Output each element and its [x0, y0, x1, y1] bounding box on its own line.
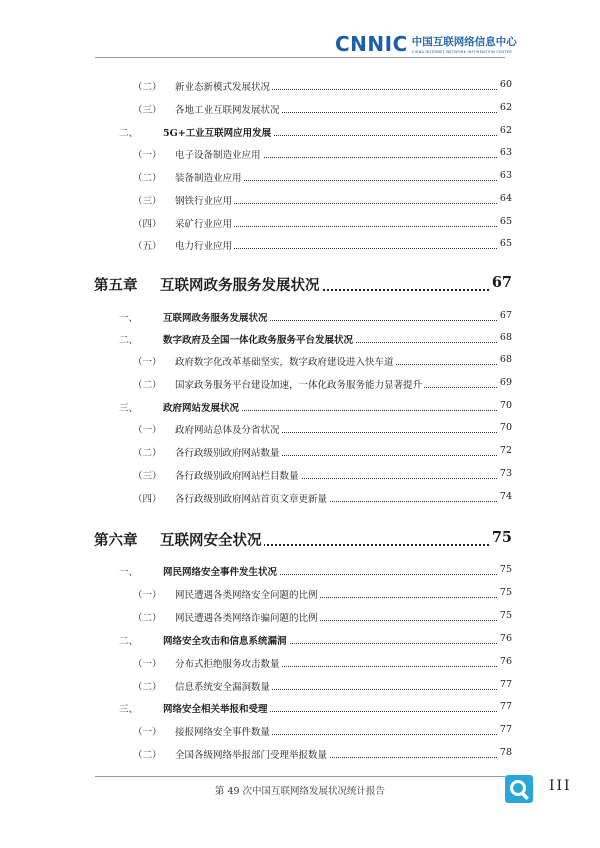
footer-divider — [95, 776, 505, 777]
toc-title: 各地工业互联网发展状况 — [175, 102, 282, 116]
toc-page-number: 75 — [499, 610, 512, 621]
toc-page-number: 68 — [499, 354, 512, 365]
toc-subsection[interactable] — [0, 677, 600, 695]
toc-subsection[interactable] — [0, 585, 600, 603]
toc-number: （四） — [133, 219, 162, 230]
toc-number: （一） — [133, 659, 162, 670]
toc-title: 网民遭遇各类网络诈骗问题的比例 — [175, 610, 320, 624]
toc-subsection[interactable] — [0, 145, 600, 163]
toc-page-number: 75 — [499, 587, 512, 598]
toc-subsection[interactable] — [0, 375, 600, 393]
toc-title: 网民网络安全事件发生状况 — [163, 564, 279, 578]
toc-page-number: 75 — [491, 529, 512, 546]
toc-section[interactable] — [0, 398, 600, 416]
toc-page-number: 77 — [499, 679, 512, 690]
toc-title: 政府数字化改革基础坚实，数字政府建设进入快车道 — [175, 354, 396, 368]
toc-title: 国家政务服务平台建设加速，一体化政务服务能力显著提升 — [175, 377, 424, 391]
toc-number: （二） — [133, 448, 162, 459]
toc-page-number: 65 — [499, 238, 512, 249]
toc-title: 接报网络安全事件数量 — [175, 724, 272, 738]
toc-title: 全国各级网络举报部门受理举报数量 — [175, 747, 329, 761]
toc-page-number: 64 — [499, 193, 512, 204]
toc-section[interactable] — [0, 308, 600, 326]
toc-page-number: 67 — [491, 274, 512, 291]
toc-page-number: 76 — [499, 633, 512, 644]
logo-mark: CNNIC — [335, 32, 408, 56]
toc-number: （一） — [133, 590, 162, 601]
toc-section[interactable] — [0, 699, 600, 717]
toc-subsection[interactable] — [0, 214, 600, 232]
toc-subsection[interactable] — [0, 745, 600, 763]
toc-title: 电力行业应用 — [175, 238, 234, 252]
toc-page-number: 63 — [499, 147, 512, 158]
toc-title: 钢铁行业应用 — [175, 193, 234, 207]
toc-subsection[interactable] — [0, 654, 600, 672]
toc-section[interactable] — [0, 330, 600, 348]
toc-page-number: 60 — [499, 79, 512, 90]
toc-subsection[interactable] — [0, 722, 600, 740]
toc-number: 第五章 — [94, 277, 138, 294]
toc-section[interactable] — [0, 631, 600, 649]
toc-number: （一） — [133, 727, 162, 738]
toc-number: 第六章 — [94, 532, 138, 549]
toc-number: 一、 — [119, 567, 139, 578]
toc-page-number: 68 — [499, 332, 512, 343]
toc-subsection[interactable] — [0, 100, 600, 118]
toc-section[interactable] — [0, 123, 600, 141]
toc-title: 装备制造业应用 — [175, 170, 244, 184]
toc-title: 网络安全相关举报和受理 — [163, 701, 270, 715]
toc-title: 各行政级别政府网站数量 — [175, 445, 282, 459]
header-divider — [95, 57, 505, 58]
toc-subsection[interactable] — [0, 77, 600, 95]
logo-chinese-name: 中国互联网络信息中心 — [411, 36, 517, 48]
toc-number: （五） — [133, 241, 162, 252]
toc-page-number: 75 — [499, 564, 512, 575]
toc-number: （二） — [133, 750, 162, 761]
toc-title: 分布式拒绝服务攻击数量 — [175, 656, 282, 670]
toc-subsection[interactable] — [0, 352, 600, 370]
toc-number: （一） — [133, 357, 162, 368]
toc-section[interactable] — [0, 562, 600, 580]
toc-page-number: 77 — [499, 701, 512, 712]
toc-title: 信息系统安全漏洞数量 — [175, 679, 272, 693]
page-number: III — [549, 778, 572, 794]
toc-subsection[interactable] — [0, 420, 600, 438]
toc-title: 数字政府及全国一体化政务服务平台发展状况 — [163, 332, 355, 346]
toc-title: 电子设备制造业应用 — [175, 147, 263, 161]
toc-number: 二、 — [119, 128, 139, 139]
toc-page-number: 76 — [499, 656, 512, 667]
toc-page-number: 67 — [499, 310, 512, 321]
toc-chapter[interactable] — [0, 527, 600, 553]
toc-title: 互联网政务服务发展状况 — [163, 310, 270, 324]
toc-page-number: 77 — [499, 724, 512, 735]
toc-title: 各行政级别政府网站首页文章更新量 — [175, 491, 329, 505]
toc-page-number: 65 — [499, 216, 512, 227]
toc-page-number: 72 — [499, 445, 512, 456]
toc-subsection[interactable] — [0, 608, 600, 626]
toc-subsection[interactable] — [0, 466, 600, 484]
toc-number: （二） — [133, 82, 162, 93]
toc-page-number: 74 — [499, 491, 512, 502]
toc-number: （三） — [133, 105, 162, 116]
toc-subsection[interactable] — [0, 168, 600, 186]
toc-page-number: 70 — [499, 422, 512, 433]
toc-title: 网络安全攻击和信息系统漏洞 — [163, 633, 289, 647]
toc-page-number: 73 — [499, 468, 512, 479]
report-title: 第 49 次中国互联网络发展状况统计报告 — [214, 786, 386, 797]
toc-title: 网民遭遇各类网络安全问题的比例 — [175, 587, 320, 601]
toc-subsection[interactable] — [0, 191, 600, 209]
toc-title: 5G+工业互联网应用发展 — [163, 125, 273, 139]
toc-number: 三、 — [119, 403, 139, 414]
cnnic-logo — [335, 32, 517, 56]
toc-number: 三、 — [119, 704, 139, 715]
toc-page-number: 63 — [499, 170, 512, 181]
toc-title: 政府网站发展状况 — [163, 400, 241, 414]
toc-subsection[interactable] — [0, 489, 600, 507]
toc-title: 采矿行业应用 — [175, 216, 234, 230]
toc-number: （三） — [133, 196, 162, 207]
toc-title: 互联网安全状况 — [160, 529, 264, 550]
toc-number: （三） — [133, 471, 162, 482]
toc-subsection[interactable] — [0, 443, 600, 461]
toc-number: （二） — [133, 613, 162, 624]
toc-page-number: 70 — [499, 400, 512, 411]
toc-number: （二） — [133, 682, 162, 693]
toc-title: 互联网政务服务发展状况 — [160, 274, 322, 295]
logo-english-name: CHINA INTERNET NETWORK INFORMATION CENTER — [411, 50, 512, 54]
toc-number: （四） — [133, 494, 162, 505]
toc-page-number: 62 — [499, 102, 512, 113]
toc-subsection[interactable] — [0, 236, 600, 254]
toc-number: 二、 — [119, 636, 139, 647]
toc-page-number: 62 — [499, 125, 512, 136]
toc-page-number: 78 — [499, 747, 512, 758]
toc-number: （二） — [133, 173, 162, 184]
toc-title: 新业态新模式发展状况 — [175, 79, 272, 93]
toc-number: （一） — [133, 425, 162, 436]
toc-number: （一） — [133, 150, 162, 161]
toc-chapter[interactable] — [0, 272, 600, 298]
toc-number: （二） — [133, 380, 162, 391]
toc-title: 政府网站总体及分省状况 — [175, 422, 282, 436]
toc-number: 二、 — [119, 335, 139, 346]
toc-page-number: 69 — [499, 377, 512, 388]
toc-title: 各行政级别政府网站栏目数量 — [175, 468, 301, 482]
toc-number: 一、 — [119, 313, 139, 324]
